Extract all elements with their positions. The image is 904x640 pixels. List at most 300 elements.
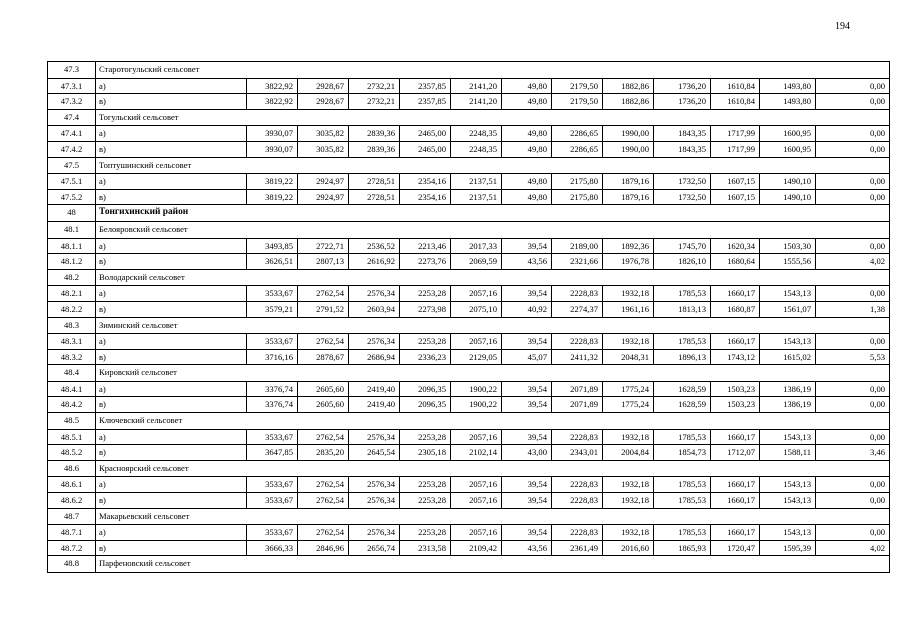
value-cell: 2419,40 xyxy=(349,381,400,397)
value-cell: 2016,60 xyxy=(603,540,654,556)
value-cell: 2762,54 xyxy=(298,525,349,541)
value-cell: 2228,83 xyxy=(552,493,603,509)
value-cell: 2141,20 xyxy=(451,94,502,110)
row-variant-label: в) xyxy=(96,397,247,413)
value-cell: 1785,53 xyxy=(654,493,711,509)
value-cell: 1543,13 xyxy=(760,477,816,493)
table-row xyxy=(48,397,890,413)
value-cell: 2274,37 xyxy=(552,301,603,317)
council-name: Тогульский сельсовет xyxy=(96,109,890,126)
value-cell: 1717,99 xyxy=(711,126,760,142)
value-cell: 43,00 xyxy=(502,445,552,461)
value-cell: 3626,51 xyxy=(247,254,298,270)
value-cell: 1882,86 xyxy=(603,94,654,110)
value-cell: 5,53 xyxy=(816,349,890,365)
value-cell: 1386,19 xyxy=(760,397,816,413)
value-cell: 3533,67 xyxy=(247,334,298,350)
value-cell: 1615,02 xyxy=(760,349,816,365)
row-code: 47.4.1 xyxy=(48,126,96,142)
value-cell: 1493,80 xyxy=(760,78,816,94)
value-cell: 2835,20 xyxy=(298,445,349,461)
value-cell: 1785,53 xyxy=(654,286,711,302)
value-cell: 1813,13 xyxy=(654,301,711,317)
value-cell: 0,00 xyxy=(816,429,890,445)
value-cell: 1660,17 xyxy=(711,477,760,493)
value-cell: 2878,67 xyxy=(298,349,349,365)
row-code: 48.2 xyxy=(48,269,96,286)
value-cell: 2321,66 xyxy=(552,254,603,270)
value-cell: 1785,53 xyxy=(654,334,711,350)
value-cell: 3533,67 xyxy=(247,477,298,493)
value-cell: 1610,84 xyxy=(711,78,760,94)
section-row xyxy=(48,205,890,222)
value-cell: 2576,34 xyxy=(349,429,400,445)
row-code: 48.3.2 xyxy=(48,349,96,365)
value-cell: 1503,30 xyxy=(760,238,816,254)
row-code: 48.7 xyxy=(48,508,96,525)
row-variant-label: а) xyxy=(96,429,247,445)
value-cell: 3533,67 xyxy=(247,429,298,445)
value-cell: 2017,33 xyxy=(451,238,502,254)
value-cell: 2057,16 xyxy=(451,477,502,493)
value-cell: 2253,28 xyxy=(400,493,451,509)
value-cell: 2248,35 xyxy=(451,126,502,142)
row-variant-label: в) xyxy=(96,189,247,205)
table-row xyxy=(48,429,890,445)
row-variant-label: а) xyxy=(96,174,247,190)
row-variant-label: а) xyxy=(96,238,247,254)
value-cell: 2536,52 xyxy=(349,238,400,254)
value-cell: 1,38 xyxy=(816,301,890,317)
value-cell: 1932,18 xyxy=(603,286,654,302)
value-cell: 2175,80 xyxy=(552,174,603,190)
value-cell: 1732,50 xyxy=(654,174,711,190)
value-cell: 0,00 xyxy=(816,141,890,157)
value-cell: 39,54 xyxy=(502,238,552,254)
value-cell: 2361,49 xyxy=(552,540,603,556)
row-code: 48 xyxy=(48,205,96,222)
value-cell: 39,54 xyxy=(502,429,552,445)
council-name: Володарский сельсовет xyxy=(96,269,890,286)
value-cell: 1932,18 xyxy=(603,429,654,445)
section-row xyxy=(48,460,890,477)
value-cell: 0,00 xyxy=(816,174,890,190)
value-cell: 1743,12 xyxy=(711,349,760,365)
council-name: Старотогульский сельсовет xyxy=(96,62,890,79)
row-code: 47.4.2 xyxy=(48,141,96,157)
value-cell: 2924,97 xyxy=(298,174,349,190)
value-cell: 2732,21 xyxy=(349,94,400,110)
row-code: 48.5.2 xyxy=(48,445,96,461)
table-row xyxy=(48,477,890,493)
value-cell: 2605,60 xyxy=(298,381,349,397)
value-cell: 2928,67 xyxy=(298,94,349,110)
value-cell: 2179,50 xyxy=(552,94,603,110)
table-row xyxy=(48,189,890,205)
value-cell: 1990,00 xyxy=(603,126,654,142)
value-cell: 40,92 xyxy=(502,301,552,317)
value-cell: 1607,15 xyxy=(711,174,760,190)
row-code: 48.4 xyxy=(48,365,96,382)
value-cell: 3647,85 xyxy=(247,445,298,461)
value-cell: 49,80 xyxy=(502,174,552,190)
value-cell: 2728,51 xyxy=(349,189,400,205)
table-row xyxy=(48,334,890,350)
row-variant-label: а) xyxy=(96,525,247,541)
value-cell: 0,00 xyxy=(816,126,890,142)
row-variant-label: а) xyxy=(96,477,247,493)
value-cell: 2791,52 xyxy=(298,301,349,317)
value-cell: 3533,67 xyxy=(247,286,298,302)
row-code: 48.2.2 xyxy=(48,301,96,317)
value-cell: 39,54 xyxy=(502,381,552,397)
table-row xyxy=(48,94,890,110)
table-body xyxy=(48,62,890,573)
section-row xyxy=(48,109,890,126)
council-name: Макарьевский сельсовет xyxy=(96,508,890,525)
value-cell: 43,56 xyxy=(502,254,552,270)
value-cell: 2354,16 xyxy=(400,174,451,190)
value-cell: 2465,00 xyxy=(400,126,451,142)
value-cell: 3493,85 xyxy=(247,238,298,254)
value-cell: 2175,80 xyxy=(552,189,603,205)
value-cell: 2576,34 xyxy=(349,334,400,350)
value-cell: 49,80 xyxy=(502,141,552,157)
value-cell: 49,80 xyxy=(502,189,552,205)
value-cell: 2189,00 xyxy=(552,238,603,254)
table-row xyxy=(48,445,890,461)
row-code: 48.4.1 xyxy=(48,381,96,397)
value-cell: 1600,95 xyxy=(760,126,816,142)
value-cell: 2336,23 xyxy=(400,349,451,365)
value-cell: 2411,32 xyxy=(552,349,603,365)
value-cell: 2071,89 xyxy=(552,397,603,413)
value-cell: 3035,82 xyxy=(298,141,349,157)
value-cell: 1610,84 xyxy=(711,94,760,110)
council-name: Красноярский сельсовет xyxy=(96,460,890,477)
value-cell: 1843,35 xyxy=(654,126,711,142)
value-cell: 1775,24 xyxy=(603,381,654,397)
row-code: 48.5 xyxy=(48,413,96,430)
value-cell: 2343,01 xyxy=(552,445,603,461)
value-cell: 1717,99 xyxy=(711,141,760,157)
table-row xyxy=(48,540,890,556)
value-cell: 1961,16 xyxy=(603,301,654,317)
value-cell: 49,80 xyxy=(502,94,552,110)
value-cell: 2603,94 xyxy=(349,301,400,317)
value-cell: 4,02 xyxy=(816,540,890,556)
table-row xyxy=(48,174,890,190)
value-cell: 2109,42 xyxy=(451,540,502,556)
value-cell: 1386,19 xyxy=(760,381,816,397)
value-cell: 2686,94 xyxy=(349,349,400,365)
row-variant-label: а) xyxy=(96,334,247,350)
section-row xyxy=(48,221,890,238)
value-cell: 2465,00 xyxy=(400,141,451,157)
value-cell: 2286,65 xyxy=(552,141,603,157)
table-row xyxy=(48,525,890,541)
row-variant-label: в) xyxy=(96,301,247,317)
value-cell: 1660,17 xyxy=(711,525,760,541)
value-cell: 2846,96 xyxy=(298,540,349,556)
value-cell: 2762,54 xyxy=(298,429,349,445)
row-code: 48.5.1 xyxy=(48,429,96,445)
section-row xyxy=(48,269,890,286)
value-cell: 1660,17 xyxy=(711,286,760,302)
value-cell: 2645,54 xyxy=(349,445,400,461)
value-cell: 2137,51 xyxy=(451,174,502,190)
value-cell: 1543,13 xyxy=(760,525,816,541)
value-cell: 2286,65 xyxy=(552,126,603,142)
value-cell: 3822,92 xyxy=(247,78,298,94)
value-cell: 3930,07 xyxy=(247,126,298,142)
value-cell: 1490,10 xyxy=(760,189,816,205)
value-cell: 2228,83 xyxy=(552,429,603,445)
row-variant-label: в) xyxy=(96,141,247,157)
tariff-table xyxy=(47,61,890,573)
value-cell: 2728,51 xyxy=(349,174,400,190)
value-cell: 49,80 xyxy=(502,78,552,94)
value-cell: 2839,36 xyxy=(349,141,400,157)
value-cell: 1932,18 xyxy=(603,525,654,541)
value-cell: 2179,50 xyxy=(552,78,603,94)
value-cell: 2576,34 xyxy=(349,286,400,302)
value-cell: 1660,17 xyxy=(711,334,760,350)
row-variant-label: в) xyxy=(96,493,247,509)
row-code: 47.3.2 xyxy=(48,94,96,110)
value-cell: 1607,15 xyxy=(711,189,760,205)
council-name: Парфеновский сельсовет xyxy=(96,556,890,573)
row-code: 47.4 xyxy=(48,109,96,126)
table-row xyxy=(48,286,890,302)
row-code: 48.3.1 xyxy=(48,334,96,350)
value-cell: 1854,73 xyxy=(654,445,711,461)
value-cell: 2057,16 xyxy=(451,525,502,541)
value-cell: 1660,17 xyxy=(711,493,760,509)
value-cell: 1736,20 xyxy=(654,78,711,94)
value-cell: 2069,59 xyxy=(451,254,502,270)
value-cell: 1900,22 xyxy=(451,381,502,397)
table-row xyxy=(48,254,890,270)
value-cell: 2928,67 xyxy=(298,78,349,94)
value-cell: 2253,28 xyxy=(400,429,451,445)
value-cell: 45,07 xyxy=(502,349,552,365)
value-cell: 0,00 xyxy=(816,477,890,493)
value-cell: 3819,22 xyxy=(247,189,298,205)
value-cell: 39,54 xyxy=(502,334,552,350)
value-cell: 1892,36 xyxy=(603,238,654,254)
value-cell: 2253,28 xyxy=(400,286,451,302)
value-cell: 2075,10 xyxy=(451,301,502,317)
row-variant-label: в) xyxy=(96,94,247,110)
council-name: Белояровский сельсовет xyxy=(96,221,890,238)
value-cell: 2807,13 xyxy=(298,254,349,270)
value-cell: 1882,86 xyxy=(603,78,654,94)
value-cell: 2228,83 xyxy=(552,286,603,302)
page-number: 194 xyxy=(835,21,850,32)
value-cell: 3,46 xyxy=(816,445,890,461)
value-cell: 2248,35 xyxy=(451,141,502,157)
table-row xyxy=(48,381,890,397)
row-variant-label: в) xyxy=(96,349,247,365)
value-cell: 2057,16 xyxy=(451,493,502,509)
row-code: 48.6.1 xyxy=(48,477,96,493)
value-cell: 39,54 xyxy=(502,477,552,493)
value-cell: 1628,59 xyxy=(654,381,711,397)
value-cell: 1493,80 xyxy=(760,94,816,110)
value-cell: 2048,31 xyxy=(603,349,654,365)
value-cell: 2762,54 xyxy=(298,477,349,493)
value-cell: 1732,50 xyxy=(654,189,711,205)
value-cell: 1785,53 xyxy=(654,429,711,445)
row-code: 48.2.1 xyxy=(48,286,96,302)
value-cell: 2096,35 xyxy=(400,381,451,397)
value-cell: 2004,84 xyxy=(603,445,654,461)
value-cell: 39,54 xyxy=(502,493,552,509)
row-variant-label: в) xyxy=(96,540,247,556)
table-row xyxy=(48,141,890,157)
value-cell: 2253,28 xyxy=(400,334,451,350)
value-cell: 3376,74 xyxy=(247,397,298,413)
value-cell: 2228,83 xyxy=(552,525,603,541)
value-cell: 1785,53 xyxy=(654,477,711,493)
value-cell: 1976,78 xyxy=(603,254,654,270)
value-cell: 2313,58 xyxy=(400,540,451,556)
value-cell: 2576,34 xyxy=(349,477,400,493)
value-cell: 1990,00 xyxy=(603,141,654,157)
value-cell: 1826,10 xyxy=(654,254,711,270)
value-cell: 2762,54 xyxy=(298,286,349,302)
row-variant-label: а) xyxy=(96,286,247,302)
council-name: Ключевский сельсовет xyxy=(96,413,890,430)
value-cell: 2096,35 xyxy=(400,397,451,413)
district-name: Тонгихинский район xyxy=(96,205,890,222)
value-cell: 1879,16 xyxy=(603,174,654,190)
value-cell: 3376,74 xyxy=(247,381,298,397)
value-cell: 0,00 xyxy=(816,238,890,254)
value-cell: 1785,53 xyxy=(654,525,711,541)
table-row xyxy=(48,349,890,365)
value-cell: 3930,07 xyxy=(247,141,298,157)
section-row xyxy=(48,365,890,382)
value-cell: 3533,67 xyxy=(247,493,298,509)
value-cell: 2616,92 xyxy=(349,254,400,270)
value-cell: 1712,07 xyxy=(711,445,760,461)
value-cell: 0,00 xyxy=(816,286,890,302)
value-cell: 2419,40 xyxy=(349,397,400,413)
value-cell: 2137,51 xyxy=(451,189,502,205)
section-row xyxy=(48,556,890,573)
row-variant-label: а) xyxy=(96,381,247,397)
value-cell: 1660,17 xyxy=(711,429,760,445)
value-cell: 43,56 xyxy=(502,540,552,556)
value-cell: 49,80 xyxy=(502,126,552,142)
value-cell: 2576,34 xyxy=(349,525,400,541)
row-code: 48.7.2 xyxy=(48,540,96,556)
value-cell: 1620,34 xyxy=(711,238,760,254)
row-code: 48.6 xyxy=(48,460,96,477)
section-row xyxy=(48,508,890,525)
value-cell: 0,00 xyxy=(816,525,890,541)
value-cell: 2924,97 xyxy=(298,189,349,205)
council-name: Зиминский сельсовет xyxy=(96,317,890,334)
value-cell: 0,00 xyxy=(816,397,890,413)
value-cell: 1932,18 xyxy=(603,334,654,350)
section-row xyxy=(48,157,890,174)
value-cell: 1490,10 xyxy=(760,174,816,190)
section-row xyxy=(48,317,890,334)
value-cell: 39,54 xyxy=(502,525,552,541)
value-cell: 3579,21 xyxy=(247,301,298,317)
value-cell: 2732,21 xyxy=(349,78,400,94)
value-cell: 1843,35 xyxy=(654,141,711,157)
value-cell: 1543,13 xyxy=(760,334,816,350)
value-cell: 0,00 xyxy=(816,334,890,350)
value-cell: 2273,98 xyxy=(400,301,451,317)
value-cell: 1555,56 xyxy=(760,254,816,270)
value-cell: 2129,05 xyxy=(451,349,502,365)
value-cell: 3035,82 xyxy=(298,126,349,142)
section-row xyxy=(48,413,890,430)
value-cell: 2762,54 xyxy=(298,493,349,509)
row-code: 47.3 xyxy=(48,62,96,79)
section-row xyxy=(48,62,890,79)
value-cell: 3533,67 xyxy=(247,525,298,541)
value-cell: 39,54 xyxy=(502,397,552,413)
value-cell: 4,02 xyxy=(816,254,890,270)
value-cell: 1896,13 xyxy=(654,349,711,365)
row-code: 48.4.2 xyxy=(48,397,96,413)
value-cell: 1543,13 xyxy=(760,493,816,509)
value-cell: 1503,23 xyxy=(711,397,760,413)
value-cell: 1543,13 xyxy=(760,429,816,445)
row-code: 48.8 xyxy=(48,556,96,573)
value-cell: 2057,16 xyxy=(451,334,502,350)
row-code: 48.7.1 xyxy=(48,525,96,541)
row-code: 48.1.1 xyxy=(48,238,96,254)
value-cell: 2071,89 xyxy=(552,381,603,397)
value-cell: 2228,83 xyxy=(552,334,603,350)
value-cell: 2656,74 xyxy=(349,540,400,556)
value-cell: 2057,16 xyxy=(451,429,502,445)
row-variant-label: в) xyxy=(96,445,247,461)
value-cell: 2253,28 xyxy=(400,477,451,493)
table-row xyxy=(48,126,890,142)
value-cell: 3716,16 xyxy=(247,349,298,365)
value-cell: 2141,20 xyxy=(451,78,502,94)
row-code: 47.3.1 xyxy=(48,78,96,94)
value-cell: 0,00 xyxy=(816,78,890,94)
row-code: 48.1 xyxy=(48,221,96,238)
value-cell: 0,00 xyxy=(816,189,890,205)
value-cell: 1503,23 xyxy=(711,381,760,397)
value-cell: 2213,46 xyxy=(400,238,451,254)
value-cell: 0,00 xyxy=(816,493,890,509)
value-cell: 2305,18 xyxy=(400,445,451,461)
value-cell: 1932,18 xyxy=(603,477,654,493)
row-variant-label: в) xyxy=(96,254,247,270)
value-cell: 2102,14 xyxy=(451,445,502,461)
row-code: 48.1.2 xyxy=(48,254,96,270)
value-cell: 2357,85 xyxy=(400,94,451,110)
row-variant-label: а) xyxy=(96,78,247,94)
value-cell: 2722,71 xyxy=(298,238,349,254)
value-cell: 1932,18 xyxy=(603,493,654,509)
value-cell: 1745,70 xyxy=(654,238,711,254)
value-cell: 1775,24 xyxy=(603,397,654,413)
table-row xyxy=(48,301,890,317)
value-cell: 2253,28 xyxy=(400,525,451,541)
